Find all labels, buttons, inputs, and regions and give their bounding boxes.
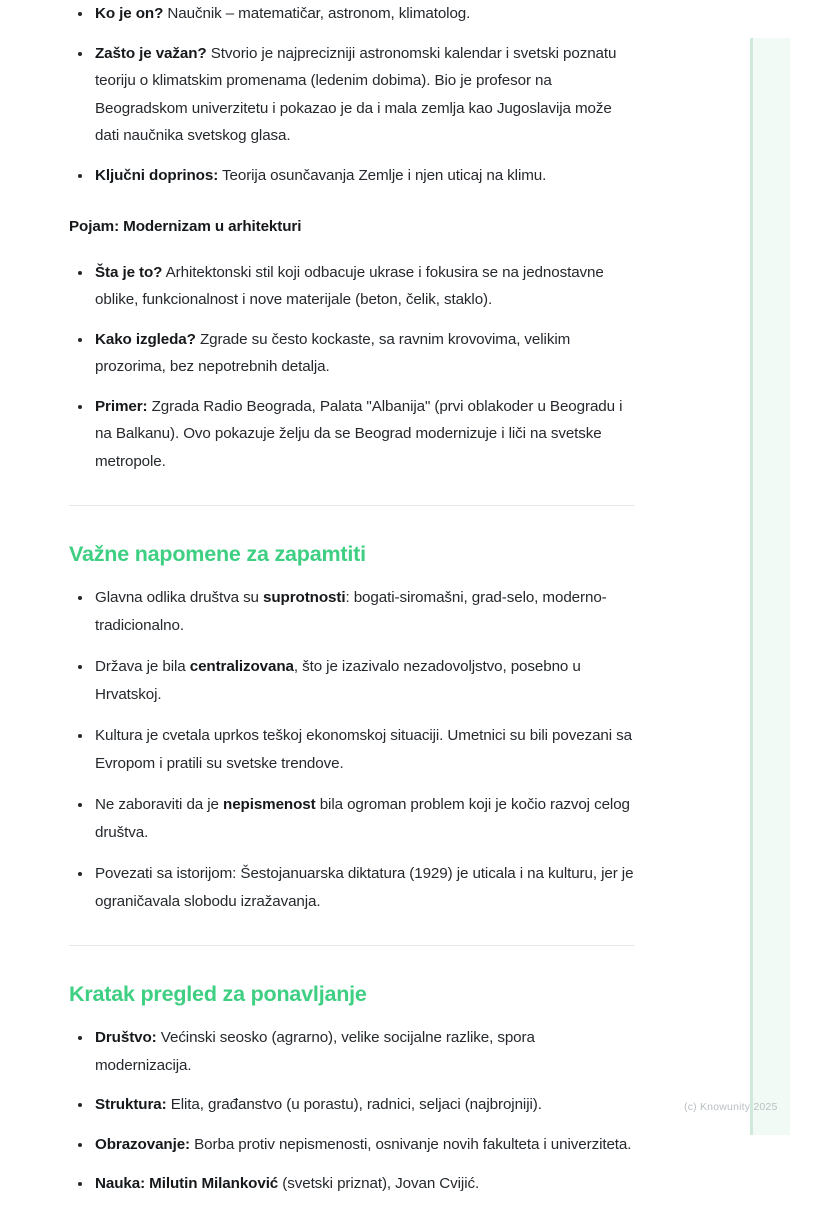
list-item: [69, 791, 634, 846]
list-item-text: Stvorio je najprecizniji astronomski kalendar i svetski poznatu teoriju o klimatskim promenama (ledenim dobima). Bio je profesor na Beogradskom univerzitetu i pokazao je da i mala zemlja kao Jugoslavija može dati naučnika svetskog glasa.: [95, 44, 617, 144]
list-item-text: Arhitektonski stil koji odbacuje ukrase i fokusira se na jednostavne oblike, funkcionalnost i nove materijale (beton, čelik, staklo).: [95, 263, 604, 308]
list-item-text: Glavna odlika društva su: [95, 589, 264, 606]
notes-bullet-list: [69, 584, 634, 915]
list-item-lead: Šta je to?: [95, 263, 163, 281]
list-item-emphasis: centralizovana: [189, 658, 294, 675]
list-item-lead: Društvo:: [95, 1029, 157, 1046]
list-item: [69, 0, 634, 28]
modernism-bullet-list: [69, 259, 634, 476]
list-item: [69, 1024, 634, 1079]
list-item: [69, 326, 634, 381]
list-item-lead: Nauka: Milutin Milanković: [95, 1175, 279, 1192]
list-item: [69, 1091, 634, 1119]
list-item-emphasis: suprotnosti: [263, 589, 346, 606]
list-item: [69, 393, 634, 476]
list-item: [69, 860, 634, 915]
list-item: [69, 1131, 634, 1159]
review-bullet-list: [69, 1024, 634, 1198]
list-item-text: (svetski priznat), Jovan Cvijić.: [278, 1175, 480, 1192]
section-title: Kratak pregled za ponavljanje: [69, 982, 367, 1006]
list-item: [69, 162, 634, 190]
list-item-text: Povezati sa istorijom: Šestojanuarska diktatura (1929) je uticala i na kulturu, jer je ograničavala slobodu izražavanja.: [95, 865, 634, 910]
list-item-text: Ne zaboraviti da je: [95, 796, 224, 813]
list-item-lead: Ključni doprinos:: [95, 166, 219, 184]
list-item: [69, 40, 634, 150]
list-item-lead: Struktura:: [95, 1096, 167, 1113]
document-content: [69, 0, 634, 1210]
list-item: [69, 722, 634, 777]
section-title: Važne napomene za zapamtiti: [69, 542, 366, 566]
intro-bullet-list: [69, 0, 634, 189]
section-divider: [69, 505, 634, 506]
list-item-lead: Obrazovanje:: [95, 1135, 191, 1153]
list-item-text-end: : bogati-siromašni, grad-selo, moderno-tradicionalno.: [95, 589, 607, 634]
right-accent-panel: [750, 38, 790, 1135]
list-item-lead: Primer:: [95, 397, 148, 415]
list-item-text: Zgrada Radio Beograda, Palata "Albanija" (prvi oblakoder u Beogradu i na Balkanu). Ovo pokazuje želju da se Beograd modernizuje i liči na svetske metropole.: [95, 397, 623, 470]
list-item: [69, 653, 634, 708]
list-item-text-end: , što je izazivalo nezadovoljstvo, posebno u Hrvatskoj.: [95, 658, 581, 703]
list-item-text: Elita, građanstvo (u porastu), radnici, seljaci (najbrojniji).: [166, 1096, 542, 1113]
section-kratak-pregled: [69, 980, 634, 1198]
list-item-lead: Kako izgleda?: [95, 330, 196, 348]
list-item-text: Država je bila: [95, 658, 190, 675]
list-item-emphasis: nepismenost: [223, 796, 316, 813]
list-item-lead: Zašto je važan?: [95, 44, 207, 62]
list-item-text: Većinski seosko (agrarno), velike socijalne razlike, spora modernizacija.: [95, 1029, 535, 1074]
list-item: [69, 1170, 634, 1198]
section-divider: [69, 945, 634, 946]
list-item-text: Naučnik – matematičar, astronom, klimatolog.: [163, 5, 471, 22]
list-item-lead: Ko je on?: [95, 5, 164, 22]
list-item-text: Kultura je cvetala uprkos teškoj ekonomskoj situaciji. Umetnici su bili povezani sa Evropom i pratili su svetske trendove.: [95, 727, 633, 772]
section-vazne-napomene: [69, 540, 634, 915]
list-item-text: Teorija osunčavanja Zemlje i njen uticaj na klimu.: [218, 166, 547, 184]
list-item: [69, 259, 634, 314]
list-item: [69, 584, 634, 639]
list-item-text-end: bila ogroman problem koji je kočio razvoj celog društva.: [95, 796, 630, 841]
list-item-text: Zgrade su često kockaste, sa ravnim krovovima, velikim prozorima, bez nepotrebnih detalja.: [95, 330, 571, 375]
list-item-text: Borba protiv nepismenosti, osnivanje novih fakulteta i univerziteta.: [190, 1135, 632, 1153]
copyright-watermark: (c) Knowunity 2025: [684, 1101, 778, 1113]
subheading-modernizam: Pojam: Modernizam u arhitekturi: [69, 218, 302, 235]
